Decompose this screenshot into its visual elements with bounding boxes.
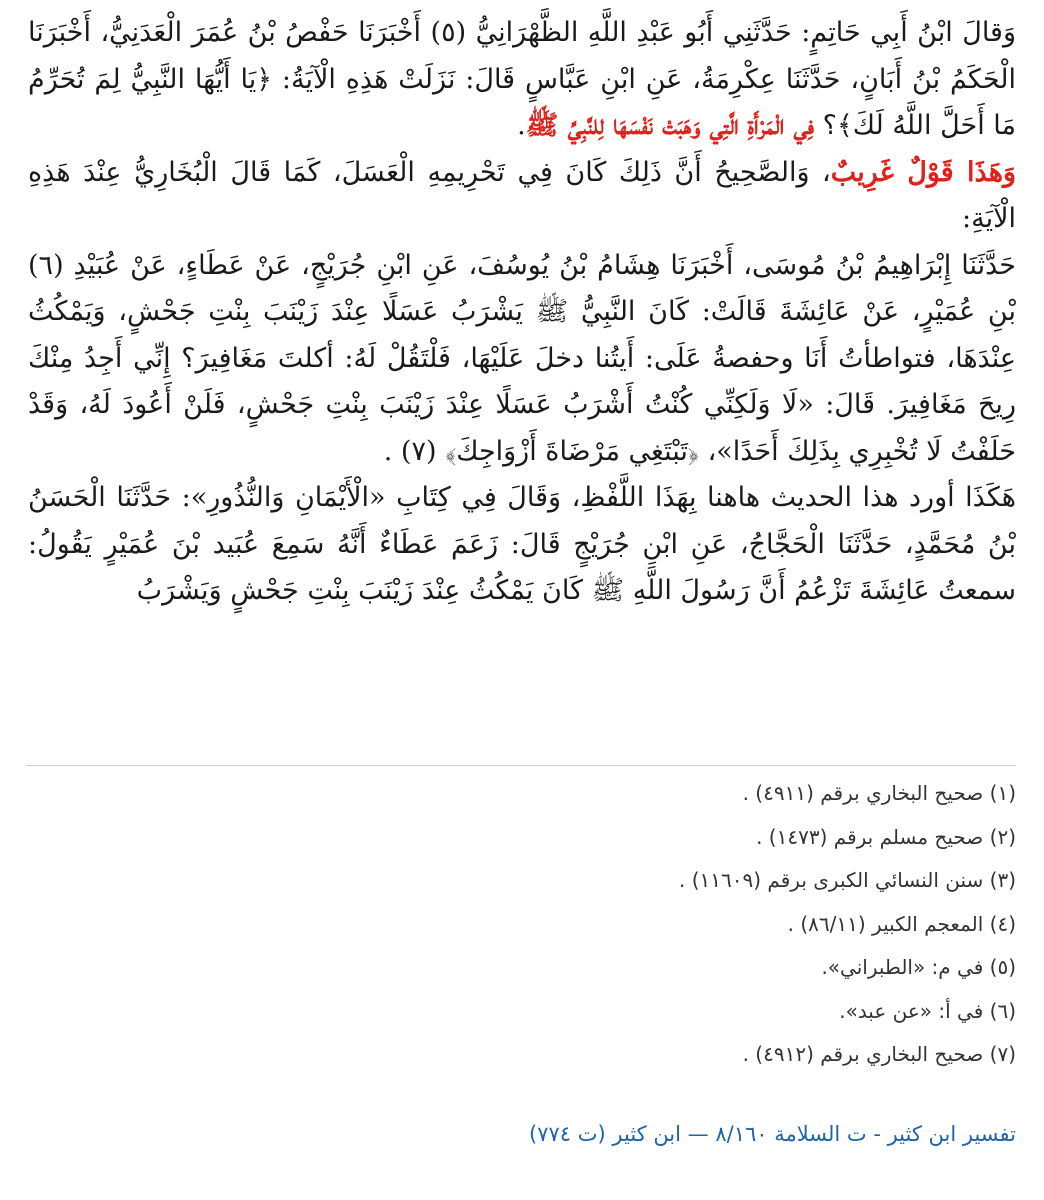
- footnotes: [28, 772, 1016, 1077]
- footnote-divider: [26, 765, 1016, 766]
- paragraph-2-highlight: وَهَذَا قَوْلٌ غَرِيبٌ: [830, 156, 1016, 188]
- footnote-7: (٧) صحيح البخاري برقم (٤٩١٢) .: [742, 1042, 1016, 1066]
- paragraph-3: [28, 243, 1016, 476]
- footnote-4: (٤) المعجم الكبير (٨٦/١١) .: [787, 911, 1016, 936]
- main-text: [28, 10, 1016, 615]
- footnote-3: (٣) سنن النسائي الكبرى برقم (١١٦٠٩) .: [679, 868, 1016, 892]
- paragraph-1: [28, 10, 1016, 150]
- paragraph-1-text: وَقالَ ابْنُ أَبِي حَاتِمٍ: حَدَّثَنِي أَبُو عَبْدِ اللَّهِ الظَّهْرَانِيُّ (٥) أَخْبَرَنَا حَفْصُ بْنُ عُمَرَ الْعَدَنِيُّ، أَخْبَرَنَا الْحَكَمُ بْنُ أَبَانٍ، حَدَّثَنَا عِكْرِمَةُ، عَنِ ابْنِ عَبَّاسٍ قَالَ: نَزَلَتْ هَذِهِ الْآيَةُ: ﴿يَا أَيُّهَا النَّبِيُّ لِمَ تُحَرِّمُ مَا أَحَلَّ اللَّهُ لَكَ﴾؟: [28, 17, 1016, 141]
- paragraph-3-text: حَدَّثَنَا إِبْرَاهِيمُ بْنُ مُوسَى، أَخْبَرَنَا هِشَامُ بْنُ يُوسُفَ، عَنِ ابْنِ جُرَيْجٍ، عَنْ عَطَاءٍ، عَنْ عُبَيْدِ (٦) بْنِ عُمَيْرٍ، عَنْ عَائِشَةَ قَالَتْ: كَانَ النَّبِيُّ ﷺ يَشْرَبُ عَسَلًا عِنْدَ زَيْنَبَ بِنْتِ جَحْشٍ، وَيَمْكُثُ عِنْدَهَا، فتواطأتُ أَنَا وحفصةُ عَلَى: أَيتُنا دخلَ عَلَيْهَا، فَلْتَقُلْ لَهُ: أكلتَ مَغَافِيرَ؟ إِنِّي أَجِدُ مِنْكَ رِيحَ مَغَافِيرَ. قَالَ: «لَا وَلَكِنِّي كُنْتُ أَشْرَبُ عَسَلًا عِنْدَ زَيْنَبَ بِنْتِ جَحْشٍ، فَلَنْ أَعُودَ لَهُ، وَقَدْ حَلَفْتُ لَا تُخْبِرِي بِذَلِكَ أَحَدًا»، ﴿تَبْتَغِي مَرْضَاةَ أَزْوَاجِكَ﴾ (٧) .: [28, 249, 1016, 467]
- page-content: [28, 10, 1016, 615]
- paragraph-2-text: ، وَالصَّحِيحُ أَنَّ ذَلِكَ كَانَ فِي تَحْرِيمِهِ الْعَسَلَ، كَمَا قَالَ الْبُخَارِيُّ عِنْدَ هَذِهِ الْآيَةِ:: [28, 156, 1016, 234]
- paragraph-4-text: هَكَذَا أورد هذا الحديث هاهنا بِهَذَا اللَّفْظِ، وَقَالَ فِي كِتَابِ «الْأَيْمَانِ وَالنُّذُورِ»: حَدَّثَنَا الْحَسَنُ بْنُ مُحَمَّدٍ، حَدَّثَنَا الْحَجَّاجُ، عَنِ ابْنِ جُرَيْجٍ قَالَ: زَعَمَ عَطَاءٌ أَنَّهُ سَمِعَ عُبَيد بْنَ عُمَيْرٍ يَقُولُ: سمعتُ عَائِشَةَ تَزْعُمُ أَنَّ رَسُولَ اللَّهِ ﷺ كَانَ يَمْكُثُ عِنْدَ زَيْنَبَ بِنْتِ جَحْشٍ وَيَشْرَبُ: [28, 482, 1016, 606]
- footnote-6: (٦) في أ: «عن عبد».: [839, 998, 1016, 1023]
- footnote-1: (١) صحيح البخاري برقم (٤٩١١) .: [742, 781, 1016, 805]
- paragraph-1-highlight: فِي الْمَرْأَةِ الَّتِي وَهَبَتْ نَفْسَهَا لِلنَّبِيِّ ﷺ: [525, 110, 815, 141]
- paragraph-4: [28, 475, 1016, 615]
- source-footer[interactable]: تفسير ابن كثير - ت السلامة ٨/١٦٠ — ابن كثير (ت ٧٧٤): [529, 1122, 1016, 1146]
- paragraph-2: [28, 150, 1016, 243]
- footnote-5: (٥) في م: «الطبراني».: [821, 955, 1016, 979]
- paragraph-1-end: .: [517, 110, 526, 141]
- footnote-2: (٢) صحيح مسلم برقم (١٤٧٣) .: [756, 824, 1016, 849]
